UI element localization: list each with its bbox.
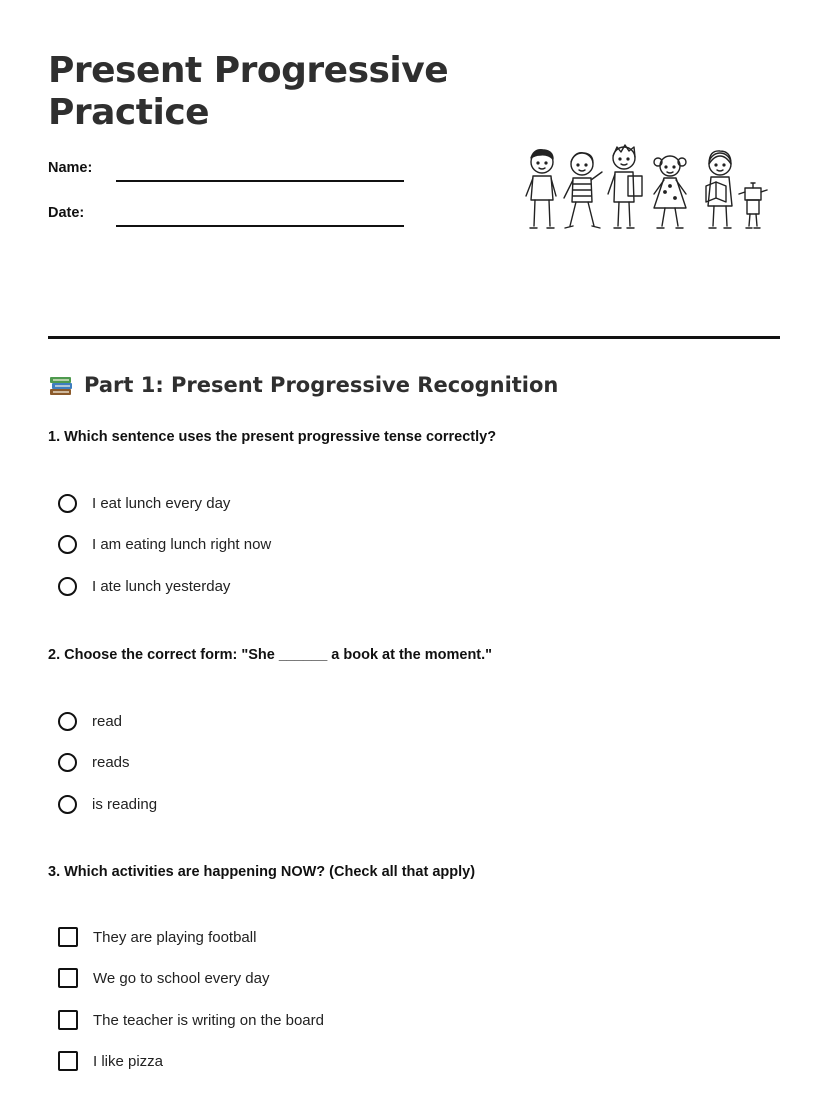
page-title	[48, 50, 468, 134]
option-label: We go to school every day	[93, 969, 270, 987]
radio-button[interactable]	[58, 577, 77, 596]
child-figure-1	[526, 150, 556, 228]
child-figure-2	[564, 153, 602, 228]
part-1-heading	[48, 372, 558, 398]
radio-button[interactable]	[58, 795, 77, 814]
q3-option-1[interactable]	[58, 925, 256, 949]
checkbox[interactable]	[58, 968, 78, 988]
option-label: I eat lunch every day	[92, 494, 231, 512]
child-figure-4	[654, 156, 686, 228]
q1-option-3[interactable]	[58, 574, 230, 598]
option-label: The teacher is writing on the board	[93, 1011, 324, 1029]
option-label: reads	[92, 753, 130, 771]
books-icon	[48, 372, 74, 398]
option-label: read	[92, 712, 123, 730]
question-3: 3. Which activities are happening NOW? (Check all that apply)	[48, 864, 476, 880]
q3-option-4[interactable]	[58, 1049, 163, 1073]
toy-robot	[739, 183, 767, 228]
checkbox[interactable]	[58, 927, 78, 947]
q3-option-2[interactable]	[58, 966, 269, 990]
q3-option-3[interactable]	[58, 1008, 324, 1032]
q2-option-3[interactable]	[58, 792, 157, 816]
q2-option-2[interactable]	[58, 750, 130, 774]
name-label: Name:	[48, 160, 93, 176]
question-1: 1. Which sentence uses the present progressive tense correctly?	[48, 429, 497, 445]
radio-button[interactable]	[58, 494, 77, 513]
date-label: Date:	[48, 205, 85, 221]
title-line-1: Present Progressive	[48, 50, 449, 91]
name-field[interactable]	[116, 180, 404, 182]
child-figure-3	[608, 145, 642, 228]
question-2: 2. Choose the correct form: "She ______ a book at the moment."	[48, 647, 493, 663]
radio-button[interactable]	[58, 712, 77, 731]
q1-option-1[interactable]	[58, 491, 230, 515]
child-figure-5	[706, 151, 732, 228]
option-label: is reading	[92, 795, 158, 813]
children-illustration	[520, 142, 770, 237]
option-label: I like pizza	[93, 1052, 164, 1070]
radio-button[interactable]	[58, 753, 77, 772]
option-label: I ate lunch yesterday	[92, 577, 231, 595]
q1-option-2[interactable]	[58, 532, 271, 556]
radio-button[interactable]	[58, 535, 77, 554]
section-divider	[48, 336, 780, 339]
part-1-heading-text: Part 1: Present Progressive Recognition	[84, 373, 559, 397]
checkbox[interactable]	[58, 1051, 78, 1071]
option-label: I am eating lunch right now	[92, 535, 272, 553]
option-label: They are playing football	[93, 928, 257, 946]
date-field[interactable]	[116, 225, 404, 227]
checkbox[interactable]	[58, 1010, 78, 1030]
q2-option-1[interactable]	[58, 709, 122, 733]
title-line-2: Practice	[48, 92, 210, 133]
